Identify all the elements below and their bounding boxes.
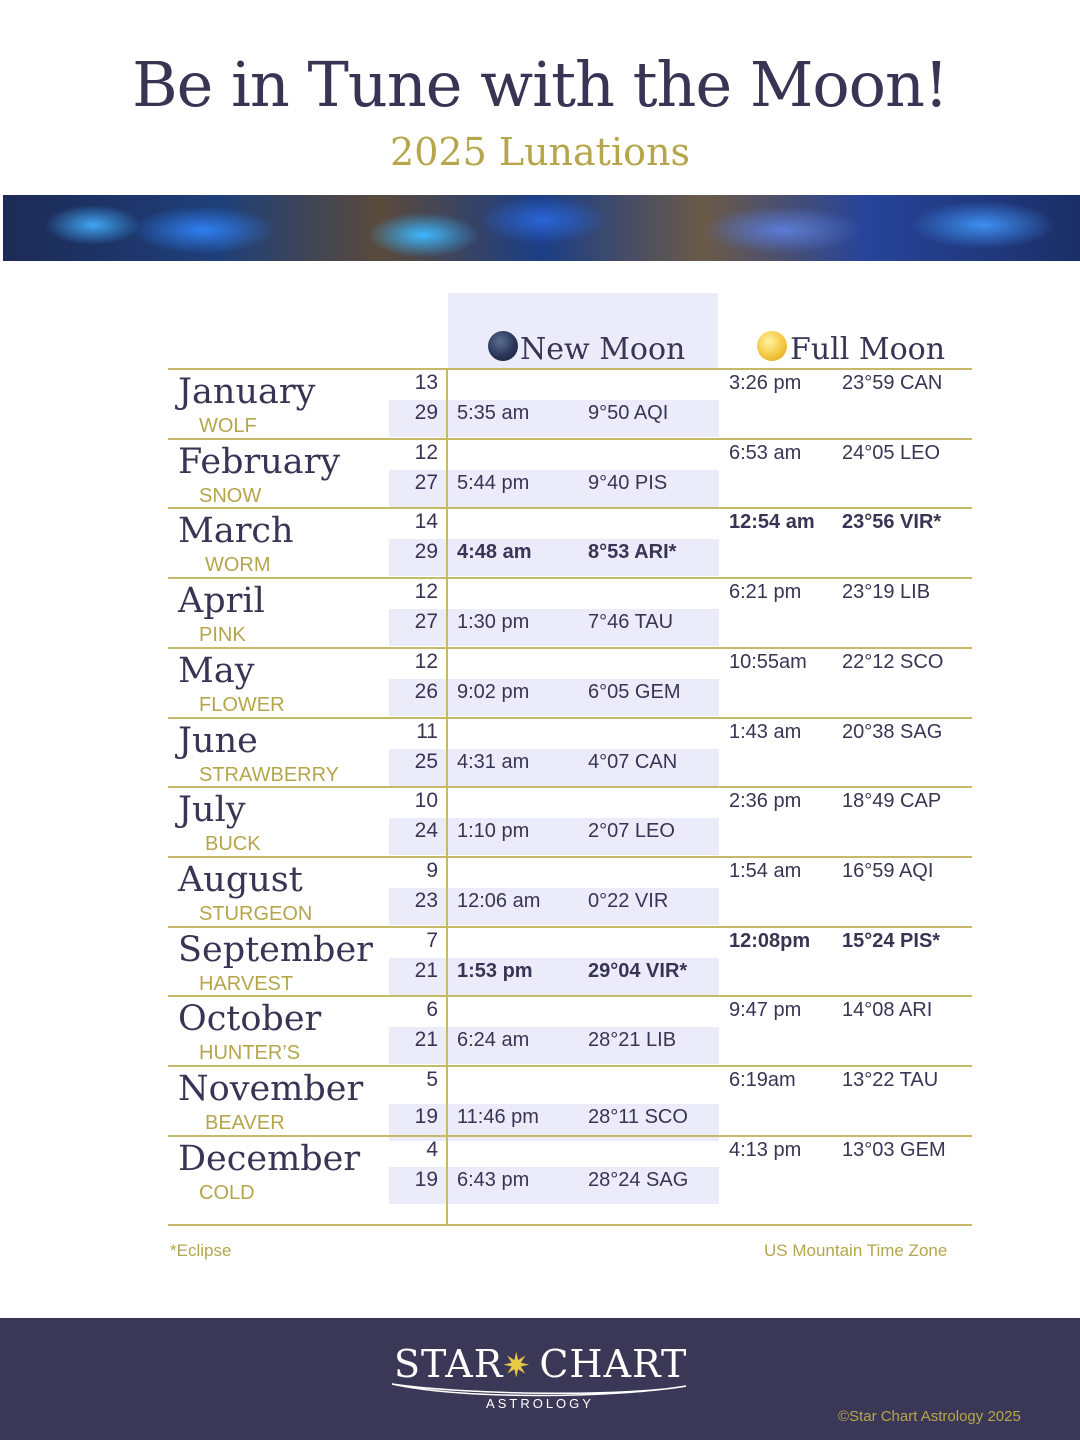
moon-name: BUCK bbox=[205, 833, 261, 856]
month-row bbox=[0, 1137, 1080, 1207]
new-moon-day: 19 bbox=[414, 1105, 438, 1128]
new-moon-time: 1:10 pm bbox=[457, 820, 530, 843]
new-moon-position: 2°07 LEO bbox=[588, 820, 675, 843]
moon-name: WOLF bbox=[199, 415, 257, 437]
moon-name: HARVEST bbox=[199, 972, 294, 995]
new-moon-day: 19 bbox=[414, 1167, 438, 1191]
new-moon-time: 5:35 am bbox=[457, 402, 530, 424]
full-moon-column-header: Full Moon bbox=[790, 332, 946, 367]
new-moon-day: 27 bbox=[414, 470, 438, 494]
full-moon-position: 14°08 ARI bbox=[842, 999, 933, 1022]
logo-orbit-swoosh bbox=[384, 1340, 694, 1400]
month-row bbox=[0, 719, 1080, 789]
full-moon-position: 13°03 GEM bbox=[842, 1138, 946, 1161]
star-chart-logo bbox=[380, 1330, 700, 1430]
full-moon-time: 3:26 pm bbox=[729, 372, 802, 394]
new-moon-day: 24 bbox=[414, 819, 438, 843]
month-name: September bbox=[178, 929, 373, 970]
full-moon-time: 1:54 am bbox=[729, 859, 802, 882]
new-moon-cell-band bbox=[389, 470, 719, 507]
full-moon-day: 9 bbox=[426, 858, 438, 882]
month-name: February bbox=[178, 441, 341, 482]
month-row bbox=[0, 928, 1080, 998]
full-moon-position: 16°59 AQI bbox=[842, 859, 934, 882]
star-icon: ✷ bbox=[502, 1347, 531, 1385]
new-moon-position: 6°05 GEM bbox=[588, 680, 681, 703]
full-moon-position: 24°05 LEO bbox=[842, 441, 941, 464]
month-name: July bbox=[178, 790, 246, 831]
month-name: January bbox=[178, 372, 316, 412]
month-name: November bbox=[178, 1069, 364, 1109]
full-moon-position: 18°49 CAP bbox=[842, 790, 942, 813]
new-moon-position: 0°22 VIR bbox=[588, 889, 669, 912]
full-moon-time: 6:19am bbox=[729, 1069, 796, 1091]
new-moon-time: 1:30 pm bbox=[457, 611, 530, 634]
new-moon-day: 21 bbox=[414, 958, 438, 982]
month-row bbox=[0, 509, 1080, 579]
timezone-footnote: US Mountain Time Zone bbox=[764, 1241, 948, 1260]
month-row bbox=[0, 1067, 1080, 1137]
new-moon-position: 7°46 TAU bbox=[588, 611, 674, 634]
full-moon-day: 7 bbox=[426, 928, 438, 952]
full-moon-time: 6:21 pm bbox=[729, 581, 802, 604]
new-moon-time: 1:53 pm bbox=[457, 959, 533, 982]
full-moon-day: 5 bbox=[426, 1068, 438, 1091]
month-row bbox=[0, 370, 1080, 440]
full-moon-day: 11 bbox=[416, 719, 438, 743]
new-moon-icon bbox=[488, 331, 518, 361]
full-moon-day: 10 bbox=[414, 789, 438, 813]
full-moon-position: 23°19 LIB bbox=[842, 581, 931, 604]
moon-name: WORM bbox=[205, 554, 271, 577]
new-moon-day: 26 bbox=[414, 679, 438, 703]
new-moon-day: 21 bbox=[414, 1028, 438, 1052]
new-moon-position: 9°40 PIS bbox=[588, 471, 668, 494]
full-moon-day: 12 bbox=[414, 649, 438, 673]
moon-name: STURGEON bbox=[199, 902, 313, 925]
page-title: Be in Tune with the Moon! bbox=[132, 48, 948, 121]
new-moon-position: 8°53 ARI* bbox=[588, 541, 677, 564]
month-name: May bbox=[178, 650, 255, 691]
month-name: October bbox=[178, 999, 322, 1040]
full-moon-position: 20°38 SAG bbox=[842, 720, 943, 743]
new-moon-column-header: New Moon bbox=[520, 332, 686, 367]
moon-name: SNOW bbox=[199, 484, 262, 507]
full-moon-position: 23°56 VIR* bbox=[842, 511, 942, 534]
new-moon-position: 28°24 SAG bbox=[588, 1168, 689, 1191]
new-moon-position: 9°50 AQI bbox=[588, 402, 669, 424]
full-moon-day: 4 bbox=[426, 1137, 438, 1161]
new-moon-time: 11:46 pm bbox=[457, 1106, 539, 1128]
full-moon-icon bbox=[757, 331, 787, 361]
full-moon-day: 12 bbox=[414, 580, 438, 604]
month-name: December bbox=[178, 1138, 361, 1179]
full-moon-day: 14 bbox=[414, 510, 438, 534]
new-moon-time: 12:06 am bbox=[457, 889, 541, 912]
full-moon-position: 23°59 CAN bbox=[842, 372, 943, 394]
full-moon-day: 12 bbox=[414, 440, 438, 464]
full-moon-time: 10:55am bbox=[729, 650, 807, 673]
full-moon-day: 13 bbox=[414, 371, 438, 394]
new-moon-day: 29 bbox=[414, 540, 438, 564]
full-moon-time: 12:08pm bbox=[729, 929, 811, 952]
moon-name: STRAWBERRY bbox=[199, 763, 340, 786]
new-moon-cell-band bbox=[389, 400, 719, 437]
logo-left: STAR bbox=[394, 1342, 504, 1386]
full-moon-position: 15°24 PIS* bbox=[842, 929, 941, 952]
full-moon-time: 9:47 pm bbox=[729, 999, 802, 1022]
month-row bbox=[0, 440, 1080, 510]
month-row bbox=[0, 858, 1080, 928]
moon-name: PINK bbox=[199, 624, 246, 647]
moon-name: BEAVER bbox=[205, 1112, 285, 1134]
new-moon-time: 6:24 am bbox=[457, 1029, 530, 1052]
logo-subtitle: ASTROLOGY bbox=[486, 1396, 594, 1411]
new-moon-position: 28°21 LIB bbox=[588, 1029, 677, 1052]
full-moon-time: 1:43 am bbox=[729, 720, 802, 743]
full-moon-time: 6:53 am bbox=[729, 441, 802, 464]
full-moon-position: 13°22 TAU bbox=[842, 1069, 939, 1091]
month-name: June bbox=[178, 720, 258, 761]
new-moon-position: 28°11 SCO bbox=[588, 1106, 688, 1128]
new-moon-time: 5:44 pm bbox=[457, 471, 530, 494]
new-moon-time: 4:48 am bbox=[457, 541, 532, 564]
logo-right: CHART bbox=[539, 1342, 688, 1386]
table-divider bbox=[446, 370, 448, 1226]
month-name: April bbox=[178, 581, 265, 622]
moon-name: HUNTER’S bbox=[199, 1042, 301, 1065]
new-moon-day: 27 bbox=[414, 610, 438, 634]
month-row bbox=[0, 649, 1080, 719]
new-moon-position: 29°04 VIR* bbox=[588, 959, 688, 982]
new-moon-time: 6:43 pm bbox=[457, 1168, 530, 1191]
full-moon-position: 22°12 SCO bbox=[842, 650, 944, 673]
month-row bbox=[0, 788, 1080, 858]
full-moon-time: 12:54 am bbox=[729, 511, 815, 534]
month-row bbox=[0, 997, 1080, 1067]
new-moon-position: 4°07 CAN bbox=[588, 750, 678, 773]
moon-name: COLD bbox=[199, 1181, 255, 1204]
eclipse-footnote: *Eclipse bbox=[170, 1241, 232, 1260]
new-moon-cell-band bbox=[389, 888, 719, 925]
full-moon-time: 2:36 pm bbox=[729, 790, 802, 813]
new-moon-day: 23 bbox=[414, 888, 438, 912]
month-row bbox=[0, 579, 1080, 649]
page-subtitle: 2025 Lunations bbox=[390, 130, 690, 174]
new-moon-day: 29 bbox=[414, 401, 438, 424]
new-moon-time: 9:02 pm bbox=[457, 680, 530, 703]
month-name: August bbox=[178, 859, 303, 900]
moon-name: FLOWER bbox=[199, 693, 285, 716]
table-bottom-rule bbox=[168, 1224, 972, 1226]
month-name: March bbox=[178, 511, 294, 552]
new-moon-time: 4:31 am bbox=[457, 750, 530, 773]
full-moon-day: 6 bbox=[426, 998, 438, 1022]
new-moon-day: 25 bbox=[414, 749, 438, 773]
copyright-text: ©Star Chart Astrology 2025 bbox=[838, 1408, 1021, 1425]
full-moon-time: 4:13 pm bbox=[729, 1138, 802, 1161]
